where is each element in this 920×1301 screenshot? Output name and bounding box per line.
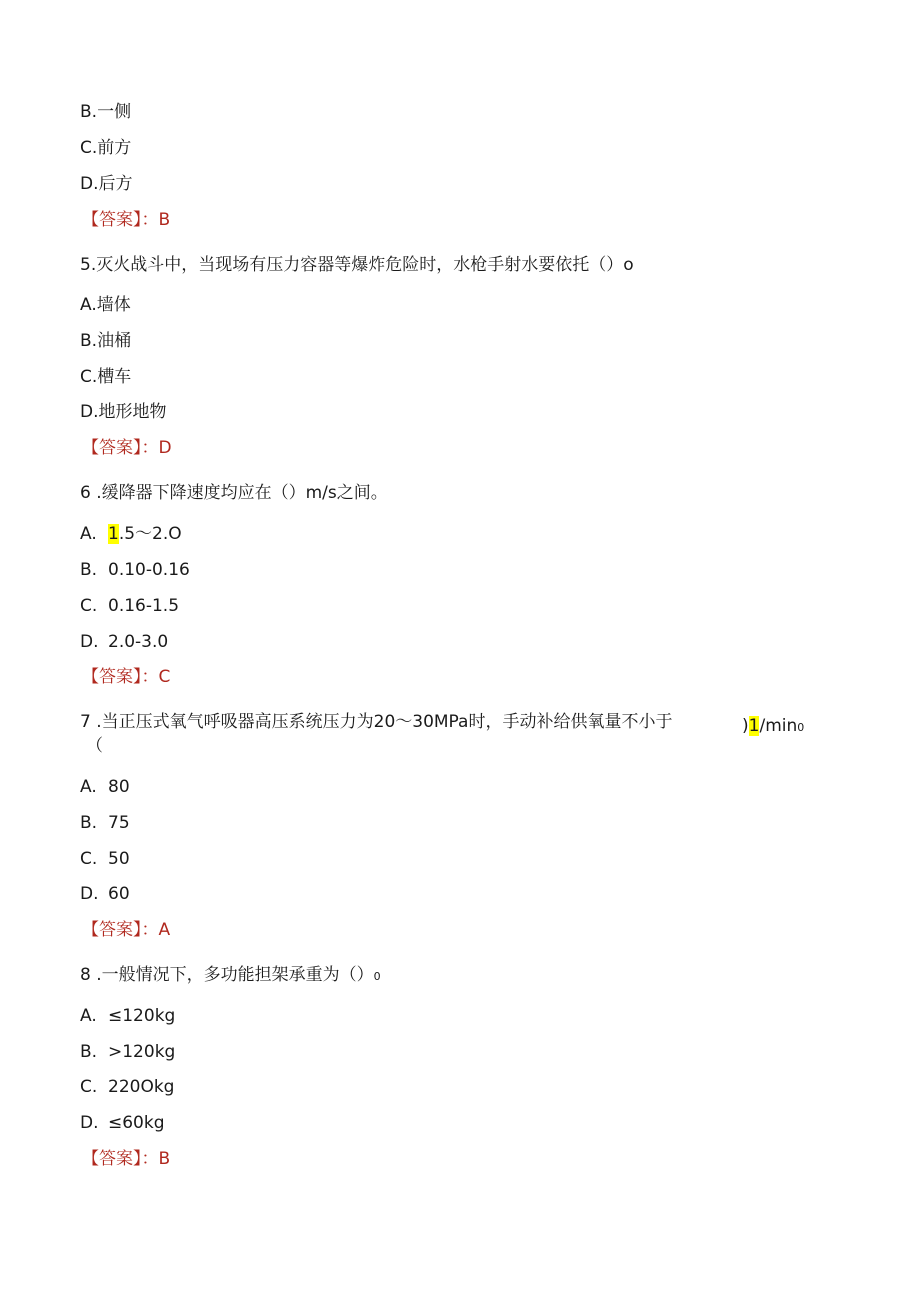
q8-option-b: [80, 1040, 175, 1064]
q7-option-d: [80, 882, 130, 906]
q8-option-d: [80, 1111, 165, 1135]
option-text: 75: [108, 813, 130, 833]
answer-label: 【答案】：: [82, 1149, 159, 1169]
q5-option-b: B.油桶: [80, 331, 132, 351]
answer-label: 【答案】：: [82, 210, 159, 230]
option-label: C.: [80, 596, 98, 616]
option-label: C.: [80, 1077, 98, 1097]
q5-option-a: A.墙体: [80, 295, 131, 315]
q4-option-c: C.前方: [80, 138, 132, 158]
answer-label: 【答案】：: [82, 667, 159, 687]
unit-prefix: ): [742, 716, 749, 736]
q6-question: 6 .缓降器下降速度均应在（）m/s之间。: [80, 483, 388, 503]
option-text: 2.0-3.0: [108, 632, 169, 652]
option-text: 0.16-1.5: [108, 596, 180, 616]
option-label: A.: [80, 1006, 97, 1026]
option-text: 60: [108, 884, 130, 904]
option-label: C.: [80, 849, 98, 869]
question-subscript: 0: [373, 970, 381, 983]
q7-answer: [82, 918, 170, 942]
q6-option-d: [80, 630, 168, 654]
q7-option-a: [80, 775, 130, 799]
q5-answer: [82, 436, 172, 460]
option-text: 80: [108, 777, 130, 797]
option-label: B.: [80, 1042, 98, 1062]
q6-option-b: [80, 558, 190, 582]
unit-subscript: 0: [797, 721, 805, 734]
option-text: 50: [108, 849, 130, 869]
highlighted-digit: 1: [108, 524, 119, 544]
unit-text: /min: [759, 716, 798, 736]
q7-question: 7 .当正压式氧气呼吸器高压系统压力为20〜30MPa时，手动补给供氧量不小于: [80, 712, 673, 732]
q4-option-d: D.后方: [80, 174, 133, 194]
answer-label: 【答案】：: [82, 920, 159, 940]
answer-value: D: [158, 438, 172, 458]
q8-question: [80, 963, 381, 989]
option-text: 0.10-0.16: [108, 560, 190, 580]
q6-option-c: [80, 594, 179, 618]
option-text: .5〜2.O: [118, 524, 182, 544]
option-label: B.: [80, 813, 98, 833]
option-label: B.: [80, 560, 98, 580]
q4-option-b: B.一侧: [80, 102, 132, 122]
q7-option-b: [80, 811, 130, 835]
q5-question: 5.灭火战斗中，当现场有压力容器等爆炸危险时，水枪手射水要依托（）o: [80, 255, 634, 275]
option-label: A.: [80, 524, 97, 544]
q5-option-d: D.地形地物: [80, 402, 167, 422]
q8-option-a: [80, 1004, 175, 1028]
answer-value: B: [158, 1149, 171, 1169]
answer-label: 【答案】：: [82, 438, 159, 458]
q7-option-c: [80, 847, 130, 871]
q8-option-c: [80, 1075, 174, 1099]
q7-paren: （: [86, 736, 103, 756]
option-label: D.: [80, 1113, 99, 1133]
option-text: ≤120kg: [108, 1006, 176, 1026]
answer-value: C: [158, 667, 171, 687]
option-text: 220Okg: [108, 1077, 175, 1097]
q6-answer: [82, 665, 170, 689]
option-label: A.: [80, 777, 97, 797]
question-text: 8 .一般情况下，多功能担架承重为（）: [80, 965, 374, 985]
option-label: D.: [80, 884, 99, 904]
option-label: D.: [80, 632, 99, 652]
option-text: ≤60kg: [108, 1113, 165, 1133]
answer-value: A: [158, 920, 171, 940]
q8-answer: [82, 1147, 170, 1171]
q5-option-c: C.槽车: [80, 367, 132, 387]
option-text: >120kg: [108, 1042, 176, 1062]
q4-answer: [82, 208, 170, 232]
q6-option-a: [80, 522, 182, 546]
answer-value: B: [158, 210, 171, 230]
q7-unit: [742, 714, 804, 740]
highlighted-digit: 1: [748, 716, 760, 736]
